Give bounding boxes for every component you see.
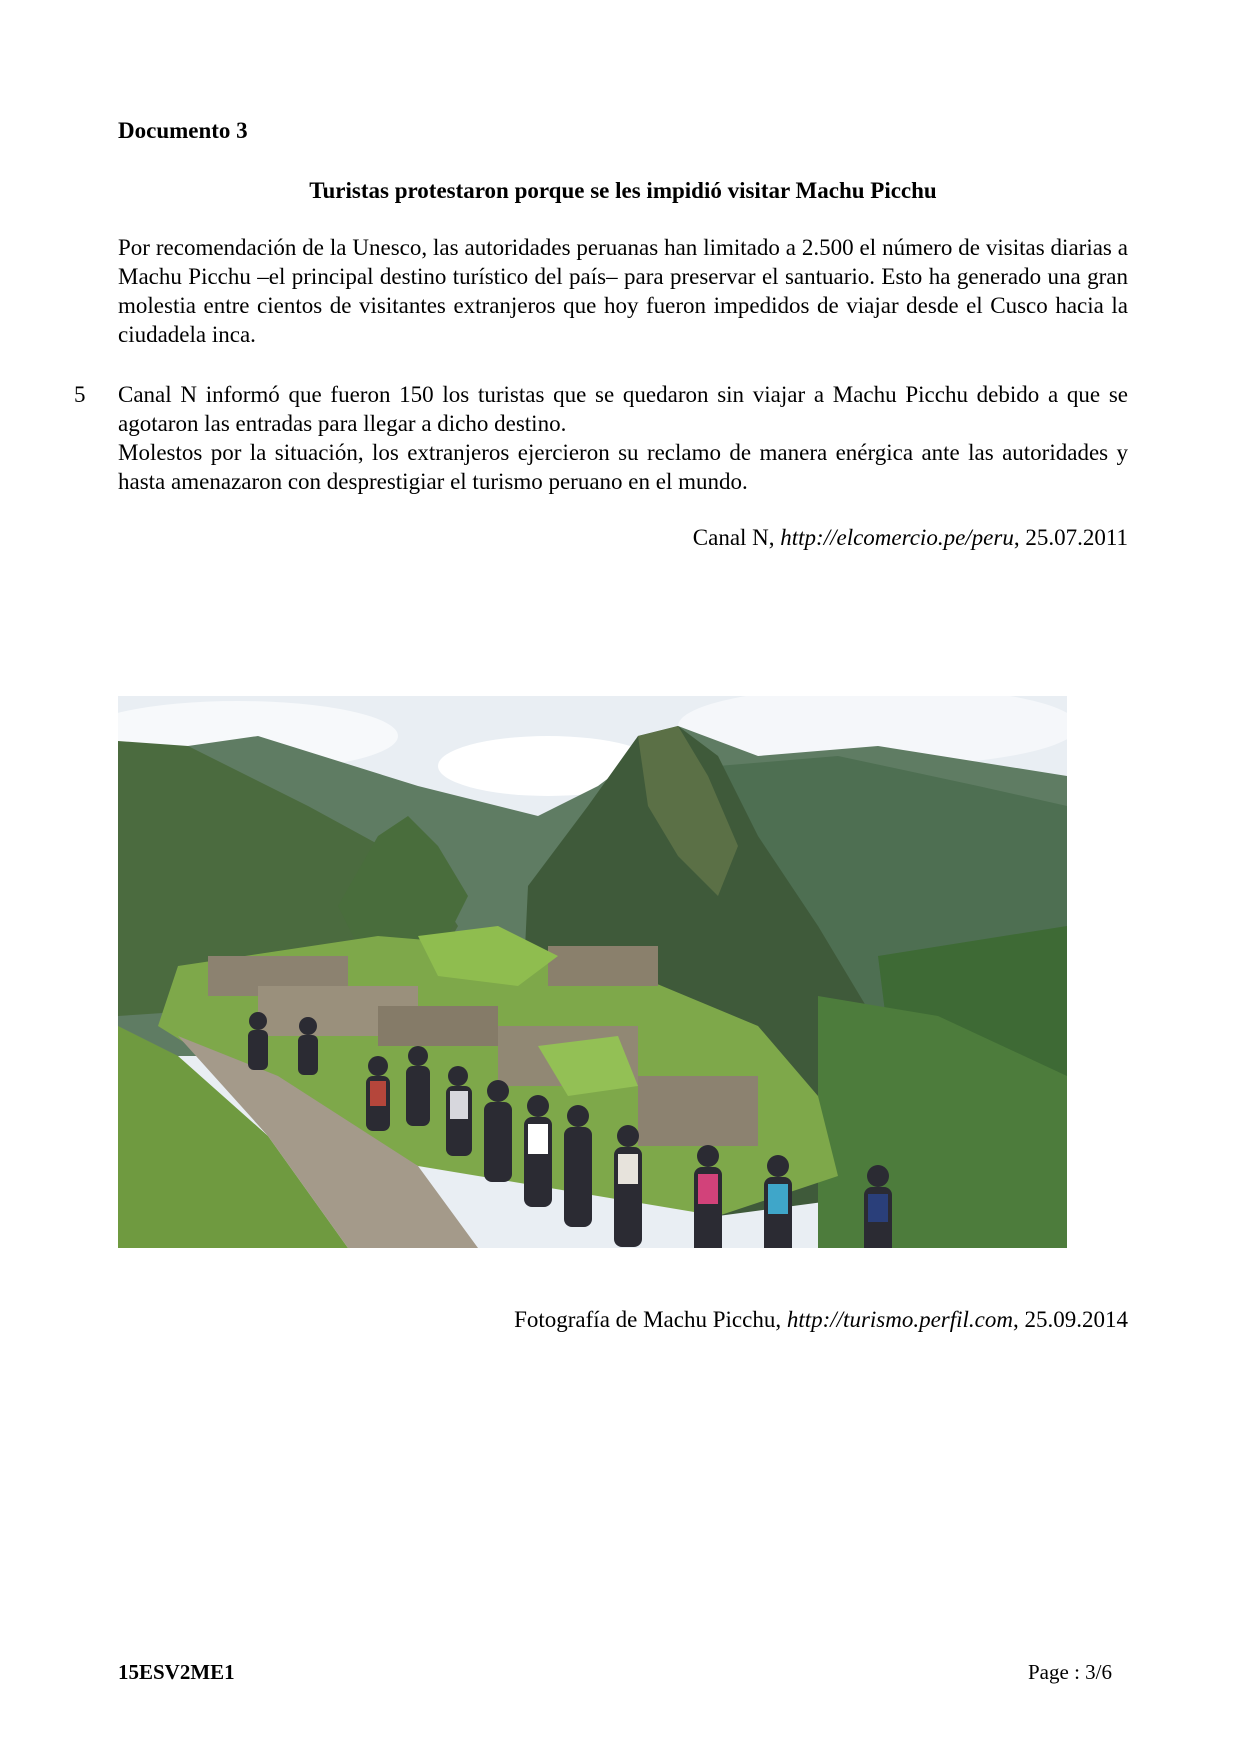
article-paragraph-1: Por recomendación de la Unesco, las autoridades peruanas han limitado a 2.500 el número de visitas diarias a Machu Picchu ‒el principal destino turístico del país‒ para preservar el santuario. Esto ha generado una gran molestia entre cientos de visitantes extranjeros que hoy fueron impedidos de viajar desde el Cusco hacia la ciudadela inca. xyxy=(118,235,1128,347)
source-date: , 25.07.2011 xyxy=(1013,525,1128,550)
source-url: http://elcomercio.pe/peru xyxy=(780,525,1014,550)
page-number: Page : 3/6 xyxy=(1028,1660,1112,1684)
machu-picchu-photo xyxy=(118,696,1067,1248)
caption-prefix: Fotografía de Machu Picchu, xyxy=(514,1307,782,1332)
caption-date: , 25.09.2014 xyxy=(1013,1307,1128,1332)
line-number: 5 xyxy=(74,382,86,407)
article-paragraph-2: Canal N informó que fueron 150 los turistas que se quedaron sin viajar a Machu Picchu debido a que se agotaron las entradas para llegar a dicho destino. xyxy=(118,382,1128,436)
document-label: Documento 3 xyxy=(118,118,248,143)
photo-caption xyxy=(514,1307,1128,1333)
source-author: Canal N, xyxy=(692,525,775,550)
article-source xyxy=(693,525,1128,551)
article-paragraph-3: Molestos por la situación, los extranjeros ejercieron su reclamo de manera enérgica ante las autoridades y hasta amenazaron con desprestigiar el turismo peruano en el mundo. xyxy=(118,440,1128,494)
footer-code: 15ESV2ME1 xyxy=(118,1660,235,1684)
article-headline: Turistas protestaron porque se les impidió visitar Machu Picchu xyxy=(309,178,937,203)
caption-url: http://turismo.perfil.com xyxy=(786,1307,1013,1332)
